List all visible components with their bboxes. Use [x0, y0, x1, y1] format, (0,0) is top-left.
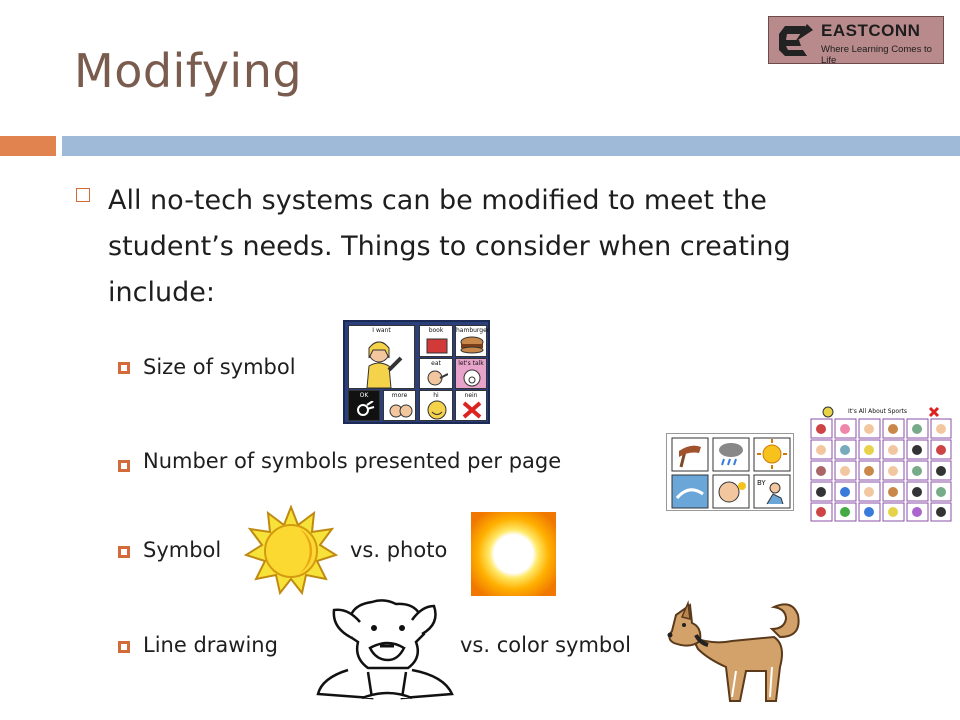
sub-bullet-symbol: Symbol	[143, 538, 222, 562]
ok-hand-icon	[355, 401, 375, 419]
hi-face-icon	[426, 399, 448, 421]
stop-x-icon	[928, 406, 940, 418]
board-cell-label: more	[391, 392, 408, 399]
eastconn-mark-icon	[775, 22, 815, 60]
sub-bullet-color: vs. color symbol	[460, 633, 631, 657]
board-cell-label: book	[428, 327, 444, 334]
sky-bird-icon	[671, 474, 709, 509]
windy-tree-icon	[671, 437, 709, 472]
bulldog-line-drawing-icon	[312, 598, 462, 702]
sports-grid-icon	[810, 418, 952, 522]
header-accent-bar	[0, 136, 56, 156]
board-cell-label: nein	[464, 392, 478, 399]
sports-symbol-board	[808, 406, 954, 524]
main-bullet-text: All no-tech systems can be modified to meet the student’s needs. Things to consider when creating include:	[108, 185, 791, 308]
main-bullet-marker	[76, 188, 90, 202]
sub-bullet-size: Size of symbol	[143, 355, 296, 379]
sub-bullet-marker	[118, 362, 130, 374]
talk-icon	[462, 368, 482, 388]
sub-bullet-line: Line drawing	[143, 633, 278, 657]
board2-label: BY	[757, 479, 766, 487]
communication-board-large	[343, 320, 490, 424]
board-cell-label: let's talk	[458, 360, 484, 367]
hamburger-icon	[460, 336, 484, 354]
sports-board-title: It's All About Sports	[848, 408, 908, 415]
logo-tagline: Where Learning Comes to Life	[821, 44, 932, 66]
more-hands-icon	[388, 401, 414, 419]
sun-symbol-icon	[244, 505, 338, 595]
logo-name: EASTCONN	[821, 21, 921, 40]
sub-bullet-marker	[118, 460, 130, 472]
slide-title: Modifying	[74, 44, 303, 98]
sun-photo-icon	[471, 512, 556, 596]
board-cell-label: OK	[359, 392, 369, 399]
person-face-icon	[712, 474, 750, 509]
weather-symbol-board	[666, 433, 794, 511]
board-header-label: I want	[372, 327, 391, 334]
book-icon	[425, 335, 449, 355]
board-cell-label: hamburger	[456, 327, 490, 334]
sub-bullet-marker	[118, 641, 130, 653]
sub-bullet-photo: vs. photo	[350, 538, 448, 562]
soccer-ball-icon	[822, 406, 834, 418]
board-cell-label: eat	[431, 360, 441, 367]
header-rule-bar	[62, 136, 960, 156]
sub-bullet-number: Number of symbols presented per page	[143, 449, 562, 473]
eastconn-logo	[768, 16, 944, 64]
board-cell-label: hi	[433, 392, 439, 399]
person-sitting-icon	[753, 474, 791, 509]
no-x-icon	[462, 401, 482, 419]
sub-bullet-marker	[118, 546, 130, 558]
sun-small-icon	[753, 437, 791, 472]
rain-cloud-icon	[712, 437, 750, 472]
girl-pointing-icon	[359, 336, 407, 388]
eating-icon	[426, 368, 448, 388]
dog-color-symbol-icon	[662, 597, 806, 705]
